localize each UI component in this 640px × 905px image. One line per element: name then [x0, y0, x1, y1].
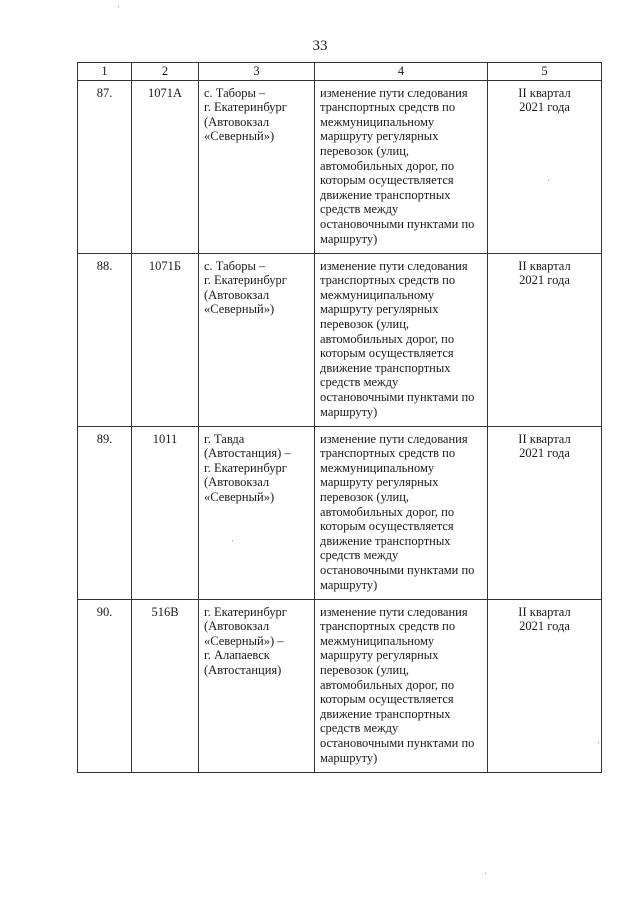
row-number-cell: 87.	[78, 80, 132, 253]
route-name-cell: с. Таборы – г. Екатеринбург (Автовокзал «Северный»)	[199, 80, 315, 253]
route-changes-table	[77, 62, 602, 773]
table-row	[78, 80, 602, 253]
page-number: 33	[312, 38, 328, 54]
change-description-cell: изменение пути следования транспортных средств по межмуниципальному маршруту регулярных перевозок (улиц, автомобильных дорог, по которым осуществляется движение транспортных средств между остановочными пунктами по маршруту)	[315, 253, 488, 426]
table-header-row	[78, 63, 602, 81]
route-number-cell: 1011	[132, 426, 199, 599]
period-cell: II квартал 2021 года	[488, 599, 602, 772]
scan-speck	[548, 180, 549, 181]
change-description-cell: изменение пути следования транспортных средств по межмуниципальному маршруту регулярных перевозок (улиц, автомобильных дорог, по которым осуществляется движение транспортных средств между остановочными пунктами по маршруту)	[315, 80, 488, 253]
change-description-cell: изменение пути следования транспортных средств по межмуниципальному маршруту регулярных перевозок (улиц, автомобильных дорог, по которым осуществляется движение транспортных средств между остановочными пунктами по маршруту)	[315, 599, 488, 772]
column-header: 5	[488, 63, 602, 81]
period-cell: II квартал 2021 года	[488, 253, 602, 426]
table-row	[78, 426, 602, 599]
table-row	[78, 253, 602, 426]
scan-speck	[232, 540, 233, 541]
column-header: 2	[132, 63, 199, 81]
route-number-cell: 1071Б	[132, 253, 199, 426]
route-name-cell: г. Тавда (Автостанция) – г. Екатеринбург (Автовокзал «Северный»)	[199, 426, 315, 599]
route-name-cell: с. Таборы – г. Екатеринбург (Автовокзал «Северный»)	[199, 253, 315, 426]
table-row	[78, 599, 602, 772]
scan-speck	[118, 6, 119, 7]
column-header: 1	[78, 63, 132, 81]
route-name-cell: г. Екатеринбург (Автовокзал «Северный») – г. Алапаевск (Автостанция)	[199, 599, 315, 772]
route-number-cell: 516В	[132, 599, 199, 772]
change-description-cell: изменение пути следования транспортных средств по межмуниципальному маршруту регулярных перевозок (улиц, автомобильных дорог, по которым осуществляется движение транспортных средств между остановочными пунктами по маршруту)	[315, 426, 488, 599]
column-header: 4	[315, 63, 488, 81]
row-number-cell: 89.	[78, 426, 132, 599]
period-cell: II квартал 2021 года	[488, 80, 602, 253]
row-number-cell: 88.	[78, 253, 132, 426]
row-number-cell: 90.	[78, 599, 132, 772]
route-number-cell: 1071А	[132, 80, 199, 253]
scan-speck	[598, 742, 599, 743]
column-header: 3	[199, 63, 315, 81]
scan-speck	[485, 873, 486, 874]
period-cell: II квартал 2021 года	[488, 426, 602, 599]
